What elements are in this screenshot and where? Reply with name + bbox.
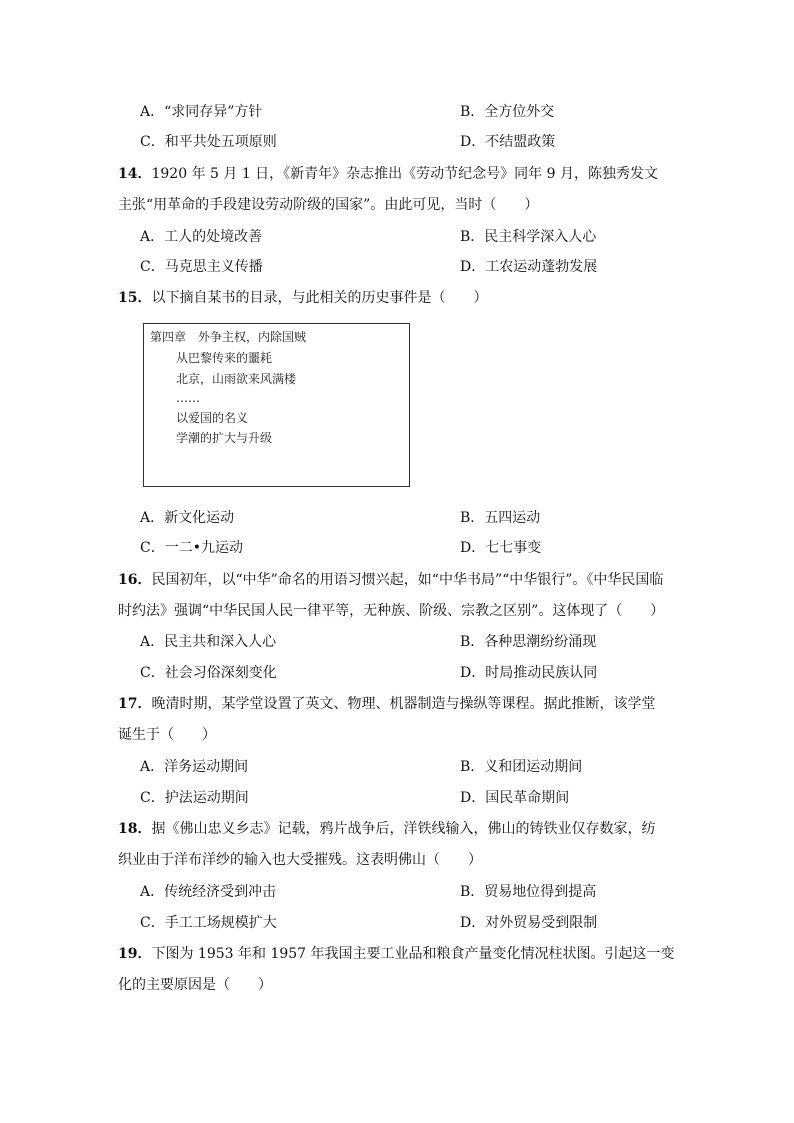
- q17-stem-line2: 诞生于（ ）: [118, 727, 216, 743]
- q14-stem-text1: 1920 年 5 月 1 日，《新青年》杂志推出《劳动节纪念号》同年 9 月，陈独秀发文: [151, 166, 658, 182]
- q18-option-d: D．对外贸易受到限制: [460, 915, 598, 931]
- q16-option-d: D．时局推动民族认同: [460, 665, 598, 681]
- q16-option-c: C．社会习俗深刻变化: [140, 665, 277, 681]
- q14-option-a: A．工人的处境改善: [140, 229, 263, 245]
- q14-stem-line1: [118, 164, 658, 184]
- q16-number: 16．: [118, 572, 152, 588]
- q18-option-a: A．传统经济受到冲击: [140, 884, 277, 900]
- excerpt-item-3: ……: [176, 391, 200, 405]
- q15-option-c: C．一二•九运动: [140, 540, 243, 556]
- q17-number: 17．: [118, 696, 152, 712]
- q19-stem-line2: 化的主要原因是（ ）: [118, 977, 272, 993]
- q16-stem-line1: [118, 570, 663, 590]
- q15-stem-line1: [118, 288, 487, 308]
- excerpt-item-1: 从巴黎传来的噩耗: [176, 351, 273, 365]
- excerpt-chapter-title: 第四章 外争主权，内除国贼: [150, 330, 307, 344]
- q18-option-c: C．手工工场规模扩大: [140, 915, 277, 931]
- q19-number: 19．: [118, 946, 152, 962]
- q15-option-d: D．七七事变: [460, 540, 542, 556]
- q14-number: 14．: [118, 166, 152, 182]
- q17-option-a: A．洋务运动期间: [140, 759, 249, 775]
- q16-stem-line2: 时约法》强调“中华民国人民一律平等，无种族、阶级、宗教之区别”。这体现了（ ）: [118, 603, 665, 619]
- excerpt-item-5: 学潮的扩大与升级: [176, 431, 273, 445]
- excerpt-item-4: 以爱国的名义: [176, 411, 249, 425]
- q13-option-b: B．全方位外交: [460, 104, 555, 120]
- q15-number: 15．: [118, 290, 152, 306]
- q16-option-b: B．各种思潮纷纷涌现: [460, 634, 597, 650]
- q18-stem-line2: 织业由于洋布洋纱的输入也大受摧残。这表明佛山（ ）: [118, 852, 482, 868]
- q15-option-b: B．五四运动: [460, 510, 541, 526]
- q14-option-c: C．马克思主义传播: [140, 259, 263, 275]
- q19-stem-line1: [118, 944, 675, 964]
- q18-stem-line1: [118, 819, 655, 839]
- excerpt-item-2: 北京，山雨欲来风满楼: [176, 372, 297, 386]
- q16-stem-text1: 民国初年，以“中华”命名的用语习惯兴起，如“中华书局”“中华银行”。《中华民国临: [151, 572, 664, 588]
- q17-option-d: D．国民革命期间: [460, 790, 570, 806]
- q19-stem-text1: 下图为 1953 年和 1957 年我国主要工业品和粮食产量变化情况柱状图。引起这一变: [151, 946, 675, 962]
- q14-stem-line2: 主张“用革命的手段建设劳动阶级的国家”。由此可见，当时（ ）: [118, 197, 539, 213]
- q16-option-a: A．民主共和深入人心: [140, 634, 277, 650]
- q17-stem-text1: 晚清时期，某学堂设置了英文、物理、机器制造与操纵等课程。据此推断，该学堂: [151, 696, 656, 712]
- q17-stem-line1: [118, 694, 655, 714]
- q18-stem-text1: 据《佛山忠义乡志》记载，鸦片战争后，洋铁线输入，佛山的铸铁业仅存数家，纺: [151, 821, 656, 837]
- q18-number: 18．: [118, 821, 152, 837]
- q15-excerpt-box: [143, 323, 410, 487]
- q17-option-c: C．护法运动期间: [140, 790, 249, 806]
- q15-stem-text1: 以下摘自某书的目录，与此相关的历史事件是（ ）: [151, 290, 488, 306]
- q18-option-b: B．贸易地位得到提高: [460, 884, 597, 900]
- q15-option-a: A．新文化运动: [140, 510, 235, 526]
- q14-option-b: B．民主科学深入人心: [460, 229, 597, 245]
- q17-option-b: B．义和团运动期间: [460, 759, 583, 775]
- q13-option-a: A．“求同存异”方针: [140, 104, 263, 120]
- q13-option-d: D．不结盟政策: [460, 134, 556, 150]
- q14-option-d: D．工农运动蓬勃发展: [460, 259, 598, 275]
- q13-option-c: C．和平共处五项原则: [140, 134, 277, 150]
